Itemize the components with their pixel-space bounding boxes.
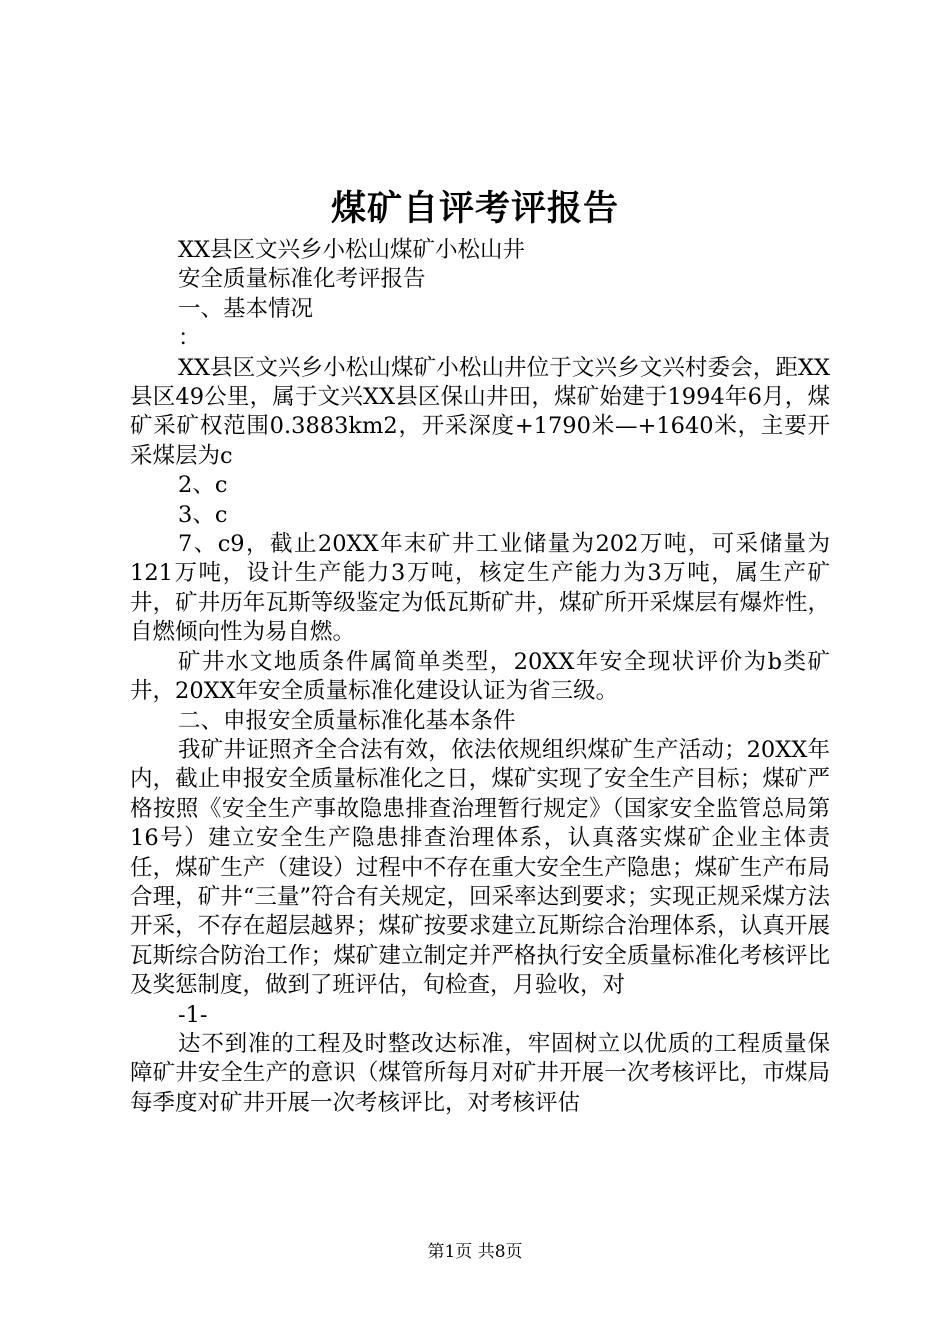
document-title: 煤矿自评考评报告: [330, 188, 619, 229]
paragraph-hydrogeology: 矿井水文地质条件属简单类型，20XX年安全现状评价为b类矿井，20XX年安全质量标准化建设认证为省三级。: [130, 648, 830, 705]
paragraph-conditions: 我矿井证照齐全合法有效，依法依规组织煤矿生产活动；20XX年内，截止申报安全质量标准化之日，煤矿实现了安全生产目标；煤矿严格按照《安全生产事故隐患排查治理暂行规定》（国家安全监管总局第16号）建立安全生产隐患排查治理体系，认真落实煤矿企业主体责任，煤矿生产（建设）过程中不存在重大安全生产隐患；煤矿生产布局合理，矿井“三量”符合有关规定，回采率达到要求；实现正规采煤方法开采，不存在超层越界；煤矿按要求建立瓦斯综合治理体系，认真开展瓦斯综合防治工作；煤矿建立制定并严格执行安全质量标准化考核评比及奖惩制度，做到了班评估，旬检查，月验收，对: [130, 736, 830, 999]
paragraph-colon: ：: [178, 325, 201, 352]
section-heading-conditions: 二、申报安全质量标准化基本条件: [178, 707, 516, 734]
inline-page-number: -1-: [178, 1001, 208, 1028]
paragraph-report-subtitle: 安全质量标准化考评报告: [178, 266, 426, 293]
paragraph-seam-3: 3、c: [178, 501, 228, 528]
paragraph-mine-name: XX县区文兴乡小松山煤矿小松山井: [178, 237, 526, 263]
paragraph-seam-2: 2、c: [178, 472, 228, 499]
paragraph-rectification: 达不到准的工程及时整改达标准，牢固树立以优质的工程质量保障矿井安全生产的意识（煤管所每月对矿井开展一次考核评比，市煤局每季度对矿井开展一次考核评比，对考核评估: [130, 1030, 830, 1116]
page-footer: 第1页 共8页: [427, 1242, 523, 1262]
paragraph-location: XX县区文兴乡小松山煤矿小松山井位于文兴乡文兴村委会，距XX县区49公里，属于文兴XX县区保山井田，煤矿始建于1994年6月，煤矿采矿权范围0.3883km2，开采深度+1790米—+1640米，主要开采煤层为c: [130, 354, 830, 469]
section-heading-basic-info: 一、基本情况: [178, 295, 314, 322]
document-body: [130, 236, 830, 1118]
paragraph-reserves: 7、c9，截止20XX年末矿井工业储量为202万吨，可采储量为121万吨，设计生产能力3万吨，核定生产能力为3万吨，属生产矿井，矿井历年瓦斯等级鉴定为低瓦斯矿井，煤矿所开采煤层有爆炸性，自燃倾向性为易自燃。: [130, 531, 830, 646]
